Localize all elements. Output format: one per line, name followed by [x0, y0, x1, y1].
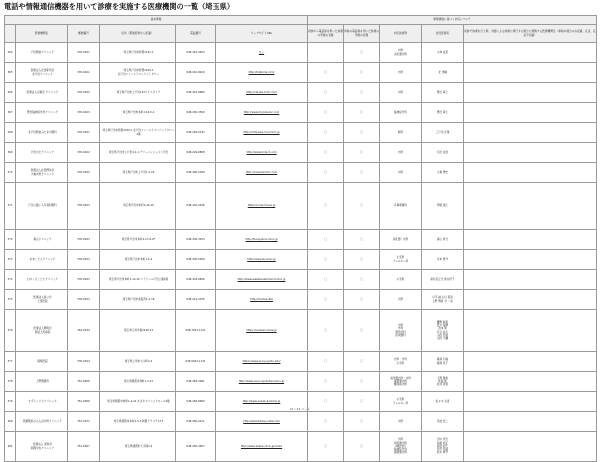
clinic-name: 春山クリニック: [16, 230, 68, 250]
partner-clinic: [464, 270, 597, 290]
partner-clinic: [464, 250, 597, 270]
website-link[interactable]: http://www.wakakusakodomoclinic.jp: [216, 270, 308, 290]
postal-code: 335-0023: [68, 270, 100, 290]
website-link: なし: [216, 43, 308, 63]
first-visit-mark: 〇: [308, 392, 344, 412]
col-name-header: 医療機関名: [16, 25, 68, 43]
address: 埼玉県朝霞市仲町1-2-22 あさかクリニックモール3階: [100, 392, 176, 412]
revisit-mark: 〇: [344, 412, 380, 432]
partner-clinic: [464, 372, 597, 392]
row-number: 373: [5, 250, 16, 270]
group-followup: 事務連絡に基づく対応について: [308, 16, 597, 25]
address: 埼玉県上尾市南2018-13: [100, 310, 176, 352]
department: 小児科 アレルギー科: [380, 250, 422, 270]
revisit-mark: 〇: [344, 250, 380, 270]
website-link[interactable]: https://code-house.jp: [216, 183, 308, 230]
table-body: [5, 43, 597, 462]
department: 消化器内科・内科 循環器内科 糖尿病内科: [380, 372, 422, 392]
clinic-name: 末本こどもクリニック: [16, 250, 68, 270]
phone: 048-446-2030: [176, 163, 216, 183]
col-address-header: 住所（都道府県から記載）: [100, 25, 176, 43]
phone: 048-421-3335: [176, 290, 216, 310]
first-visit-mark: 〇: [308, 250, 344, 270]
phone: 048-229-0133: [176, 123, 216, 143]
first-visit-mark: 〇: [308, 432, 344, 462]
revisit-mark: 〇: [344, 290, 380, 310]
doctor-name: 大亀 博史: [422, 163, 464, 183]
address: 埼玉県戸田市本町4-17-6-2F: [100, 230, 176, 250]
department: 小児科 アレルギー科: [380, 392, 422, 412]
revisit-mark: 〇: [344, 163, 380, 183]
col-zip-header: 郵便番号: [68, 25, 100, 43]
partner-clinic: [464, 163, 597, 183]
col-url-header: ウェブサイトURL: [216, 25, 308, 43]
clinic-name: 篠塚医院: [16, 352, 68, 372]
partner-clinic: [464, 103, 597, 123]
partner-clinic: [464, 123, 597, 143]
revisit-mark: 〇: [344, 230, 380, 250]
phone: 048-450-3657: [176, 432, 216, 462]
postal-code: 335-0022: [68, 83, 100, 103]
partner-clinic: [464, 412, 597, 432]
postal-code: 335-0023: [68, 103, 100, 123]
row-number: 371: [5, 183, 16, 230]
clinic-name: 医療法人社団紫苑会 北戸田クリニック: [16, 63, 68, 83]
table-row: [5, 103, 597, 123]
clinic-name: 医療法人社団博栄会 大亀内科クリニック: [16, 163, 68, 183]
clinic-name: 戸田駅前クリニック: [16, 43, 68, 63]
postal-code: 335-0024: [68, 352, 100, 372]
revisit-mark: 〇: [344, 352, 380, 372]
doctor-name: 石田 由佳: [422, 143, 464, 163]
website-link[interactable]: https://uedsurnumea.jp: [216, 310, 308, 352]
department: 内科: [380, 163, 422, 183]
website-link[interactable]: http://www.asaka-clinic.jp/index: [216, 432, 308, 462]
table-row: [5, 310, 597, 352]
first-visit-mark: 〇: [308, 143, 344, 163]
website-link[interactable]: http://www.tanba-naika.com: [216, 412, 308, 432]
website-link[interactable]: https://www.ei-kyo.jp/bn-sitn/: [216, 352, 308, 372]
first-visit-mark: 〇: [308, 103, 344, 123]
table-row: [5, 230, 597, 250]
clinic-name: 北戸田駅前みたまか眼科: [16, 123, 68, 143]
clinic-name: 医療法人美公会 七里医院: [16, 290, 68, 310]
address: 埼玉県朝霞市本町2-5-3 朝霞アクステル1F: [100, 412, 176, 432]
department: 消化器・内科: [380, 230, 422, 250]
doctor-name: 豊田 真仁: [422, 83, 464, 103]
col-first-visit-header: 初診から電話等を用いた診療の実施の有無: [308, 25, 344, 43]
department: 内科・外科 小児科: [380, 352, 422, 372]
group-basic: 基本情報: [5, 16, 308, 25]
col-no-header: [5, 25, 16, 43]
col-tel-header: 電話番号: [176, 25, 216, 43]
table-row: [5, 83, 597, 103]
row-number: 379: [5, 392, 16, 412]
clinic-name: 医療法人 爽和会 朝霞中央クリニック: [16, 432, 68, 462]
address: 埼玉県上尾市大川町2-2: [100, 352, 176, 372]
doctor-name: 小平 誠 山川 善晃 上野 博崇 今 一彦: [422, 290, 464, 310]
doctor-name: 春山 昇夫: [422, 230, 464, 250]
table-row: [5, 352, 597, 372]
table-row: [5, 372, 597, 392]
website-link[interactable]: http://hodara.life/: [216, 290, 308, 310]
postal-code: 335-0023: [68, 230, 100, 250]
clinic-name: すずらこどもクリニック: [16, 392, 68, 412]
doctor-name: 丹波 浩二: [422, 412, 464, 432]
website-link[interactable]: http://www.toda-cl.com: [216, 143, 308, 163]
table-row: [5, 250, 597, 270]
partner-clinic: [464, 290, 597, 310]
address: 埼玉県戸田市美笹西1-2-18: [100, 290, 176, 310]
address: 埼玉県戸田市本町4-16-10: [100, 183, 176, 230]
address: 埼玉県戸田市新曽2220-1 北戸田ファーストマーケットタワー2階: [100, 123, 176, 143]
doctor-name: 新井宣正夫 新井洋子: [422, 270, 464, 290]
doctor-name: 三戸田 光葉: [422, 123, 464, 143]
website-link[interactable]: http://www.sk-clinic.jp: [216, 250, 308, 270]
row-number: 380: [5, 412, 16, 432]
first-visit-mark: 〇: [308, 412, 344, 432]
row-number: 367: [5, 103, 16, 123]
row-number: 378: [5, 372, 16, 392]
clinic-name: 医療法人双葉会 クリニック: [16, 83, 68, 103]
address: 埼玉県朝霞市仲町1-2-31: [100, 372, 176, 392]
col-partner-header: 初診で診療を行う際、対面による診療に移行する場合に連携する医療機関名（事前の場合のみ記載、任意、任意で記載）: [464, 25, 597, 43]
department: 内科: [380, 412, 422, 432]
row-number: 377: [5, 352, 16, 372]
phone: 048-424-4203: [176, 43, 216, 63]
table-row: [5, 43, 597, 63]
postal-code: 362-0034: [68, 310, 100, 352]
table-header: [5, 16, 597, 43]
col-department-header: 対応診療科: [380, 25, 422, 43]
clinic-name: 医療法人開明会 西坂上尾病院: [16, 310, 68, 352]
col-doctor-header: 担当医師名: [422, 25, 464, 43]
table-row: [5, 290, 597, 310]
first-visit-mark: 〇: [308, 310, 344, 352]
department: 内科: [380, 290, 422, 310]
department: 脳神経外科: [380, 103, 422, 123]
row-number: 366: [5, 83, 16, 103]
doctor-name: 篠塚 弘樹 篠塚 亮子: [422, 352, 464, 372]
postal-code: 335-0023: [68, 290, 100, 310]
postal-code: 335-0022: [68, 143, 100, 163]
website-link[interactable]: http://kitatoda.com/: [216, 63, 308, 83]
phone: 048-434-8826: [176, 270, 216, 290]
row-number: 364: [5, 43, 16, 63]
row-number: 381: [5, 432, 16, 462]
website-link[interactable]: http://ookamacilnic.com: [216, 163, 308, 183]
clinic-name: 朝霞駅前ひろんぼ内科クリニック: [16, 412, 68, 432]
doctor-name: 佐々木 文恵: [422, 392, 464, 412]
phone: 048-430-3253: [176, 230, 216, 250]
first-visit-mark: 〇: [308, 270, 344, 290]
row-number: 365: [5, 63, 16, 83]
row-number: 375: [5, 290, 16, 310]
first-visit-mark: 〇: [308, 123, 344, 143]
postal-code: 351-0007: [68, 432, 100, 462]
address: 埼玉県戸田市本町1-12-16 ストワール戸田公園1階: [100, 270, 176, 290]
address: 埼玉県戸田市上戸田1-1-15: [100, 163, 176, 183]
phone: 048-432-2246: [176, 183, 216, 230]
revisit-mark: 〇: [344, 432, 380, 462]
department: 内科: [380, 83, 422, 103]
address: 埼玉県朝霞市大字岡3-4: [100, 432, 176, 462]
phone: 048-456-8900: [176, 392, 216, 412]
phone: 048-430-5050: [176, 250, 216, 270]
clinic-name: 上野整眼科: [16, 372, 68, 392]
partner-clinic: [464, 43, 597, 63]
phone: 048-441-8229: [176, 63, 216, 83]
first-visit-mark: 〇: [308, 63, 344, 83]
postal-code: 335-0023: [68, 250, 100, 270]
first-visit-mark: 〇: [308, 352, 344, 372]
revisit-mark: 〇: [344, 123, 380, 143]
revisit-mark: 〇: [344, 83, 380, 103]
postal-code: 351-0006: [68, 372, 100, 392]
postal-code: 335-0023: [68, 183, 100, 230]
revisit-mark: 〇: [344, 43, 380, 63]
phone: 048-441-8680: [176, 83, 216, 103]
col-revisit-header: 再診の電話等を用いた診療の実施の有無: [344, 25, 380, 43]
address: 埼玉県戸田市上戸田3-1-1 グリーンフォレスト戸田: [100, 143, 176, 163]
website-link[interactable]: http://www.suzuki-kodomo.jp: [216, 392, 308, 412]
row-number: 368: [5, 123, 16, 143]
revisit-mark: 〇: [344, 183, 380, 230]
table-row: [5, 63, 597, 83]
partner-clinic: [464, 310, 597, 352]
row-number: 372: [5, 230, 16, 250]
partner-clinic: [464, 432, 597, 462]
revisit-mark: 〇: [344, 143, 380, 163]
address: 埼玉県戸田市本町2-16-5-1: [100, 103, 176, 123]
postal-code: 335-0021: [68, 63, 100, 83]
table-row: [5, 183, 597, 230]
phone: 048-483-2901: [176, 372, 216, 392]
department: 内科: [380, 63, 422, 83]
revisit-mark: 〇: [344, 392, 380, 412]
website-link[interactable]: http://mitsuoka-mucclinic.jp: [216, 123, 308, 143]
first-visit-mark: 〇: [308, 163, 344, 183]
department: 小児科: [380, 270, 422, 290]
department: 内科 外科 整形外科 泌尿器科: [380, 310, 422, 352]
page-number: 22 / 43 ページ: [289, 407, 311, 411]
website-link[interactable]: http://utsube-clinic.com: [216, 83, 308, 103]
row-number: 370: [5, 163, 16, 183]
phone: 048-229-0808: [176, 143, 216, 163]
department: 眼科: [380, 123, 422, 143]
postal-code: 335-0021: [68, 123, 100, 143]
table-row: [5, 143, 597, 163]
doctor-name: 末本 勇介: [422, 250, 464, 270]
postal-code: 351-0011: [68, 412, 100, 432]
row-number: 376: [5, 310, 16, 352]
phone: 048-430-3500: [176, 103, 216, 123]
table-row: [5, 432, 597, 462]
address: 埼玉県戸田市新曽2191-1: [100, 43, 176, 63]
phone: 048-7022-1121: [176, 310, 216, 352]
table-row: [5, 163, 597, 183]
postal-code: 335-0022: [68, 163, 100, 183]
phone: 048-5022-1131: [176, 352, 216, 372]
first-visit-mark: 〇: [308, 290, 344, 310]
revisit-mark: 〇: [344, 310, 380, 352]
clinic-name: 豊田脳神経外科クリニック: [16, 103, 68, 123]
table-row: [5, 123, 597, 143]
clinic-table: [4, 15, 597, 462]
department: 内科 呼吸器内科 神経内科 脳神経外科 循環器内科: [380, 432, 422, 462]
first-visit-mark: 〇: [308, 372, 344, 392]
table-row: [5, 270, 597, 290]
row-number: 374: [5, 270, 16, 290]
revisit-mark: 〇: [344, 270, 380, 290]
revisit-mark: 〇: [344, 372, 380, 392]
partner-clinic: [464, 83, 597, 103]
revisit-mark: 〇: [344, 63, 380, 83]
first-visit-mark: 〇: [308, 230, 344, 250]
address: 埼玉県戸田市本町1-5-4: [100, 250, 176, 270]
clinic-name: わかくさこどもクリニック: [16, 270, 68, 290]
revisit-mark: 〇: [344, 103, 380, 123]
department: 耳鼻咽喉科: [380, 183, 422, 230]
postal-code: 335-0021: [68, 43, 100, 63]
doctor-name: 伊藤 靖之: [422, 183, 464, 230]
partner-clinic: [464, 63, 597, 83]
doctor-name: 鷹野 瑞恵 佐川 俊晴 宮本 明 河合 昌久 山田 浩美 山田 大輔: [422, 310, 464, 352]
first-visit-mark: [308, 43, 344, 63]
partner-clinic: [464, 230, 597, 250]
clinic-name: 戸田わたクリニック: [16, 143, 68, 163]
phone: 048-450-2211: [176, 412, 216, 432]
table-row: [5, 412, 597, 432]
doctor-name: 豊田 真仁: [422, 103, 464, 123]
clinic-name: 戸田公園いろ写真科眼科: [16, 183, 68, 230]
doctor-name: 小林 益恵: [422, 43, 464, 63]
doctor-name: 田中 英夫 尾崎 邦正 萩原 昭仁 北沢 和美 松木 修平: [422, 432, 464, 462]
row-number: 369: [5, 143, 16, 163]
first-visit-mark: 〇: [308, 83, 344, 103]
postal-code: 351-0006: [68, 392, 100, 412]
first-visit-mark: 〇: [308, 183, 344, 230]
partner-clinic: [464, 183, 597, 230]
website-link[interactable]: http://www.toyoda-hsc.com: [216, 103, 308, 123]
website-link[interactable]: http://www.ueno-kyokufurumuru.jp: [216, 372, 308, 392]
doctor-name: 北 洋輔: [422, 63, 464, 83]
doctor-name: 上野 雅和 佐藤 昭 松井 里香: [422, 372, 464, 392]
department: 内科: [380, 143, 422, 163]
address: 埼玉県戸田市上戸田123ウイスタリア: [100, 83, 176, 103]
website-link[interactable]: http://haruyama-clinic.jp: [216, 230, 308, 250]
partner-clinic: [464, 352, 597, 372]
department: 内科 消化器内科: [380, 43, 422, 63]
address: 埼玉県戸田市新曽2220-1 北戸田ファーストマーケットタワー: [100, 63, 176, 83]
partner-clinic: [464, 143, 597, 163]
page-title: 電話や情報通信機器を用いて診療を実施する医療機関の一覧（埼玉県）: [4, 2, 235, 11]
